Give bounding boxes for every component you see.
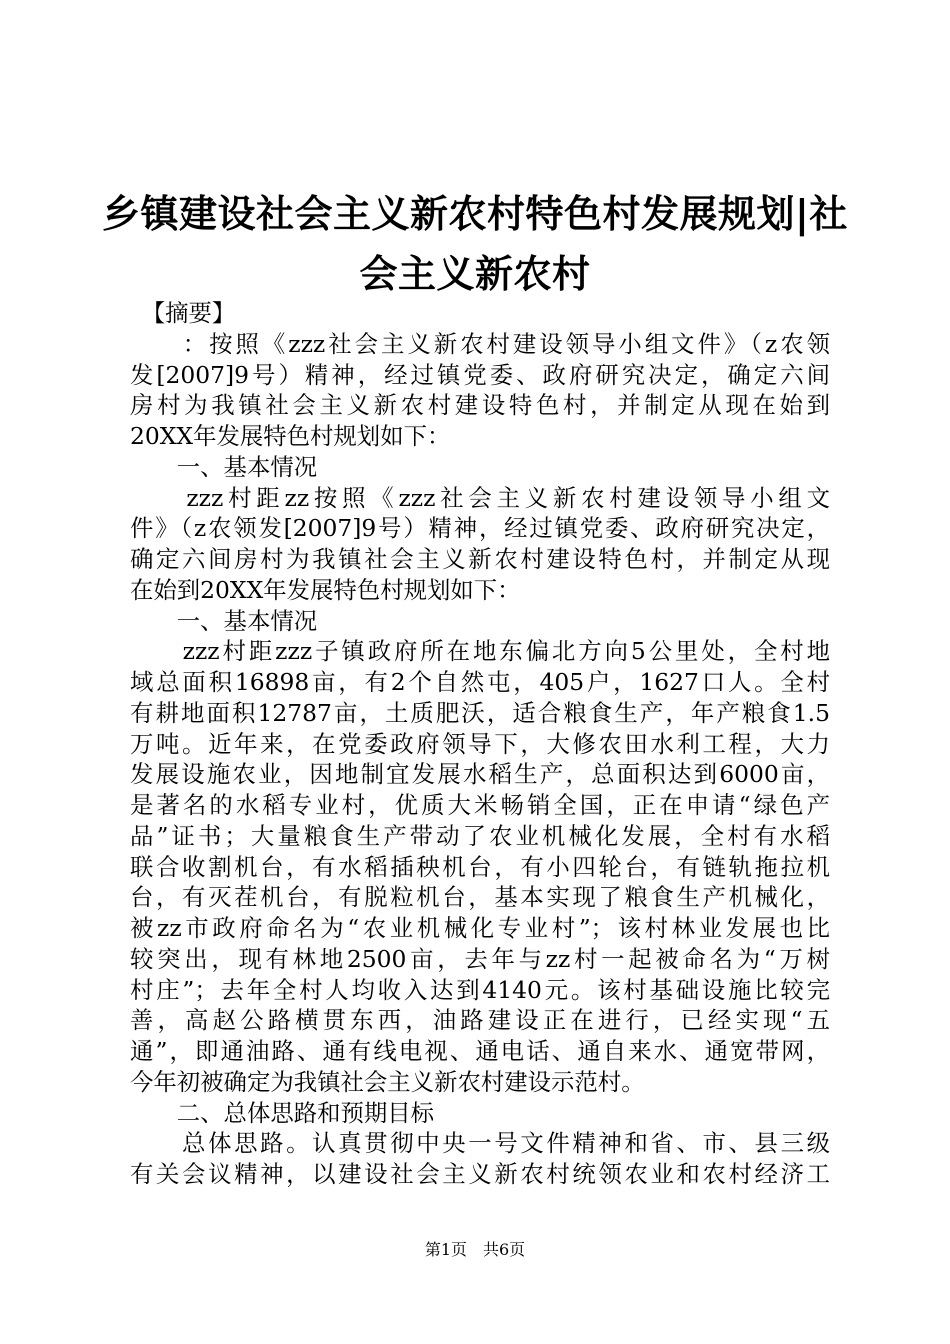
- body-line: 较突出，现有林地2500亩，去年与zz村一起被命名为“万树: [130, 944, 830, 973]
- document-title: [100, 184, 850, 304]
- body-line: zzz村距zzz子镇政府所在地东偏北方向5公里处，全村地: [130, 637, 830, 666]
- body-line: 通”，即通油路、通有线电视、通电话、通自来水、通宽带网，: [130, 1037, 830, 1065]
- body-line: 善，高赵公路横贯东西，油路建设正在进行，已经实现“五: [130, 1006, 830, 1035]
- title-line: 会主义新农村: [359, 252, 591, 296]
- body-line: 今年初被确定为我镇社会主义新农村建设示范村。: [130, 1067, 645, 1096]
- body-line: 一、基本情况: [130, 452, 318, 481]
- body-line: 确定六间房村为我镇社会主义新农村建设特色村，并制定从现: [130, 545, 830, 573]
- body-line: 在始到20XX年发展特色村规划如下：: [130, 575, 521, 604]
- body-line: zzz村距zz按照《zzz社会主义新农村建设领导小组文: [130, 483, 830, 512]
- page-footer: 第1页 共6页: [424, 1240, 526, 1259]
- body-line: 域总面积16898亩，有2个自然屯，405户，1627口人。全村: [130, 668, 830, 696]
- body-line: 联合收割机台，有水稻插秧机台，有小四轮台，有链轨拖拉机: [130, 852, 830, 881]
- body-line: 件》（z农领发[2007]9号）精神，经过镇党委、政府研究决定，: [130, 514, 830, 543]
- body-line: 一、基本情况: [130, 606, 318, 635]
- body-line: 总体思路。认真贯彻中央一号文件精神和省、市、县三级: [130, 1129, 830, 1158]
- body-line: 村庄”；去年全村人均收入达到4140元。该村基础设施比较完: [130, 975, 830, 1004]
- body-line: 20XX年发展特色村规划如下：: [130, 422, 451, 450]
- body-line: ：按照《zzz社会主义新农村建设领导小组文件》（z农领: [130, 329, 830, 358]
- body-line: 有关会议精神，以建设社会主义新农村统领农业和农村经济工: [130, 1160, 830, 1188]
- body-line: 台，有灭茬机台，有脱粒机台，基本实现了粮食生产机械化，: [130, 883, 830, 912]
- body-line: 房村为我镇社会主义新农村建设特色村，并制定从现在始到: [130, 391, 830, 420]
- body-line: 有耕地面积12787亩，土质肥沃，适合粮食生产，年产粮食1.5: [130, 698, 830, 727]
- body-line: 品”证书；大量粮食生产带动了农业机械化发展，全村有水稻: [130, 821, 830, 850]
- body-line: 二、总体思路和预期目标: [130, 1098, 435, 1127]
- title-line: 乡镇建设社会主义新农村特色村发展规划|社: [102, 192, 848, 236]
- document-body: [130, 298, 830, 1190]
- body-line: 发展设施农业，因地制宜发展水稻生产，总面积达到6000亩，: [130, 760, 830, 789]
- body-line: 【摘要】: [130, 299, 236, 327]
- body-line: 万吨。近年来，在党委政府领导下，大修农田水利工程，大力: [130, 729, 830, 758]
- body-line: 是著名的水稻专业村，优质大米畅销全国，正在申请“绿色产: [130, 791, 830, 819]
- body-line: 被zz市政府命名为“农业机械化专业村”；该村林业发展也比: [130, 914, 830, 942]
- body-line: 发[2007]9号）精神，经过镇党委、政府研究决定，确定六间: [130, 360, 830, 389]
